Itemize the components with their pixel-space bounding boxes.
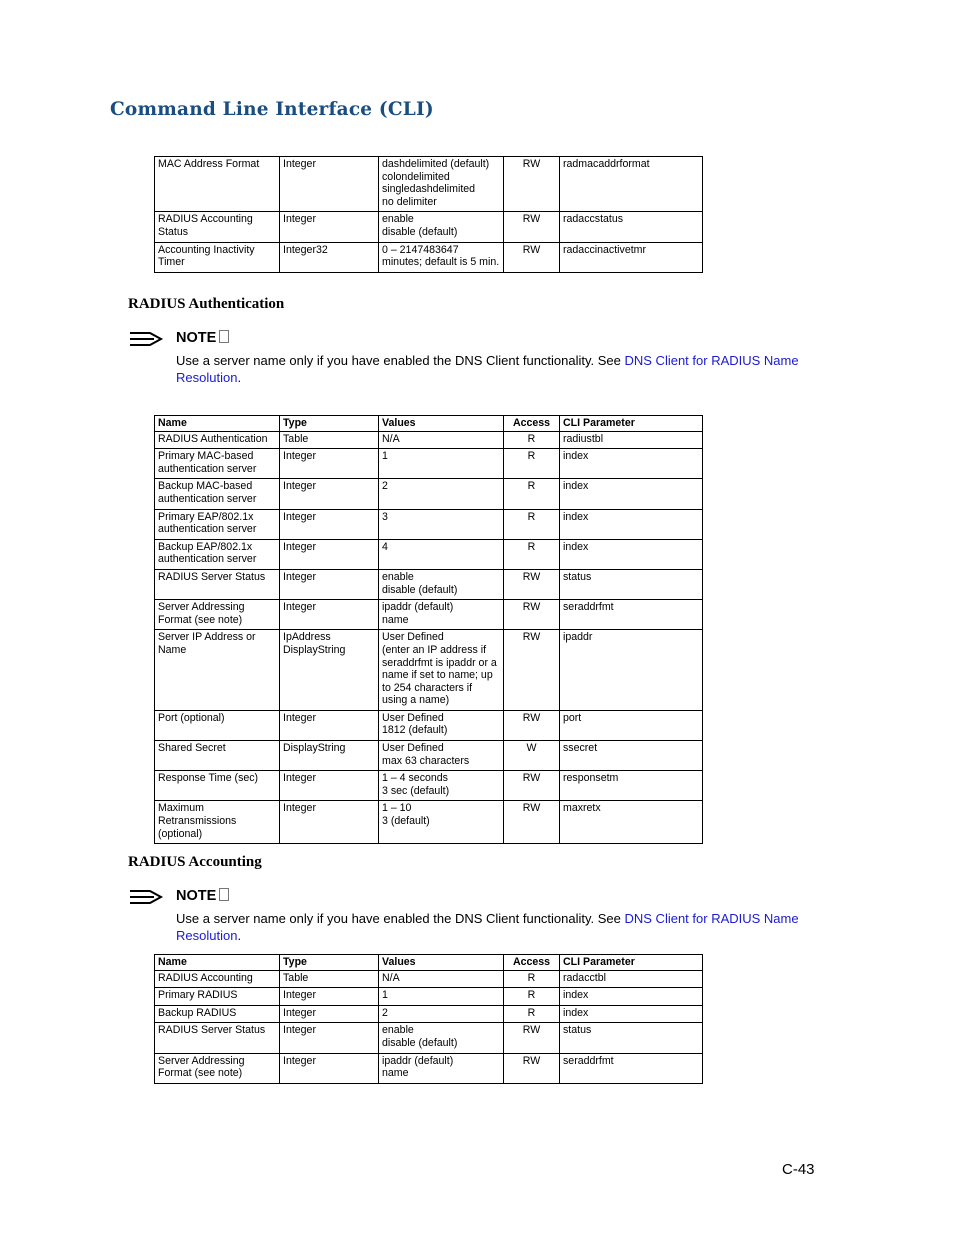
- column-header-type: Type: [280, 416, 379, 432]
- cell-values: enable disable (default): [379, 1023, 504, 1053]
- cell-cli-parameter: radacctbl: [560, 970, 703, 988]
- cell-name: MAC Address Format: [155, 157, 280, 212]
- cell-type: Table: [280, 431, 379, 449]
- cell-type: IpAddress DisplayString: [280, 630, 379, 711]
- table-row: [155, 242, 703, 272]
- cell-name: Port (optional): [155, 710, 280, 740]
- cell-cli-parameter: index: [560, 1005, 703, 1023]
- cell-values: 4: [379, 539, 504, 569]
- cell-type: Integer: [280, 1005, 379, 1023]
- cell-values: enable disable (default): [379, 569, 504, 599]
- cell-cli-parameter: index: [560, 988, 703, 1006]
- cell-cli-parameter: index: [560, 539, 703, 569]
- cell-values: User Defined 1812 (default): [379, 710, 504, 740]
- note-label: NOTE: [176, 888, 229, 904]
- cell-values: User Defined (enter an IP address if seraddrfmt is ipaddr or a name if set to name; up to 254 characters if using a name): [379, 630, 504, 711]
- cell-name: Backup RADIUS: [155, 1005, 280, 1023]
- cell-name: Primary MAC-based authentication server: [155, 449, 280, 479]
- cell-access: RW: [504, 600, 560, 630]
- cell-access: R: [504, 431, 560, 449]
- cell-cli-parameter: radmacaddrformat: [560, 157, 703, 212]
- column-header-type: Type: [280, 955, 379, 971]
- cell-cli-parameter: seraddrfmt: [560, 1053, 703, 1083]
- cell-name: Shared Secret: [155, 741, 280, 771]
- cell-name: Backup EAP/802.1x authentication server: [155, 539, 280, 569]
- note-text: Use a server name only if you have enabled the DNS Client functionality. See DNS Client for RADIUS Name Resolution.: [176, 353, 799, 385]
- cell-type: Integer: [280, 1023, 379, 1053]
- cell-name: Response Time (sec): [155, 771, 280, 801]
- cell-name: RADIUS Authentication: [155, 431, 280, 449]
- cell-cli-parameter: port: [560, 710, 703, 740]
- cell-values: 1: [379, 988, 504, 1006]
- table-header-row: [155, 416, 703, 432]
- table-row: [155, 630, 703, 711]
- cell-cli-parameter: maxretx: [560, 801, 703, 844]
- cell-cli-parameter: index: [560, 449, 703, 479]
- cell-name: Primary RADIUS: [155, 988, 280, 1006]
- cell-access: W: [504, 741, 560, 771]
- cell-access: R: [504, 988, 560, 1006]
- table-row: [155, 988, 703, 1006]
- column-header-cli-parameter: CLI Parameter: [560, 955, 703, 971]
- cell-access: R: [504, 1005, 560, 1023]
- cell-access: R: [504, 449, 560, 479]
- cell-type: Integer: [280, 801, 379, 844]
- cell-type: Integer: [280, 212, 379, 242]
- cell-access: RW: [504, 1053, 560, 1083]
- cell-type: Integer: [280, 710, 379, 740]
- cell-access: R: [504, 539, 560, 569]
- column-header-access: Access: [504, 416, 560, 432]
- radius-accounting-table: [154, 954, 703, 1084]
- cell-name: RADIUS Accounting Status: [155, 212, 280, 242]
- cell-values: N/A: [379, 970, 504, 988]
- cell-access: RW: [504, 242, 560, 272]
- cell-type: Table: [280, 970, 379, 988]
- dns-client-link[interactable]: DNS Client for RADIUS Name Resolution: [176, 353, 799, 385]
- cell-access: R: [504, 509, 560, 539]
- cell-cli-parameter: index: [560, 479, 703, 509]
- cell-name: RADIUS Accounting: [155, 970, 280, 988]
- cell-name: Server IP Address or Name: [155, 630, 280, 711]
- cell-type: DisplayString: [280, 741, 379, 771]
- column-header-values: Values: [379, 416, 504, 432]
- table-row: [155, 569, 703, 599]
- cell-access: RW: [504, 801, 560, 844]
- cell-values: 0 – 2147483647 minutes; default is 5 min.: [379, 242, 504, 272]
- cell-type: Integer: [280, 509, 379, 539]
- cell-access: RW: [504, 771, 560, 801]
- cell-access: RW: [504, 710, 560, 740]
- cell-cli-parameter: seraddrfmt: [560, 600, 703, 630]
- column-header-name: Name: [155, 416, 280, 432]
- cell-cli-parameter: ssecret: [560, 741, 703, 771]
- cell-values: dashdelimited (default) colondelimited singledashdelimited no delimiter: [379, 157, 504, 212]
- note-arrow-icon: [128, 888, 164, 906]
- table-row: [155, 710, 703, 740]
- cell-values: ipaddr (default) name: [379, 1053, 504, 1083]
- note-text: Use a server name only if you have enabled the DNS Client functionality. See DNS Client for RADIUS Name Resolution.: [176, 911, 799, 943]
- cell-values: 1: [379, 449, 504, 479]
- cell-type: Integer: [280, 449, 379, 479]
- note-box-icon: [219, 330, 229, 343]
- cell-type: Integer: [280, 1053, 379, 1083]
- cell-values: ipaddr (default) name: [379, 600, 504, 630]
- cell-cli-parameter: radiustbl: [560, 431, 703, 449]
- table-row: [155, 741, 703, 771]
- cell-type: Integer: [280, 988, 379, 1006]
- cell-access: RW: [504, 212, 560, 242]
- table-row: [155, 1053, 703, 1083]
- cell-cli-parameter: ipaddr: [560, 630, 703, 711]
- table-row: [155, 771, 703, 801]
- table-row: [155, 970, 703, 988]
- cell-name: Accounting Inactivity Timer: [155, 242, 280, 272]
- cell-cli-parameter: responsetm: [560, 771, 703, 801]
- cell-values: 3: [379, 509, 504, 539]
- cell-values: 2: [379, 479, 504, 509]
- note-label: NOTE: [176, 330, 229, 346]
- table-row: [155, 600, 703, 630]
- table-row: [155, 1023, 703, 1053]
- table-row: [155, 449, 703, 479]
- radius-accounting-heading: RADIUS Accounting: [128, 854, 262, 870]
- table-row: [155, 509, 703, 539]
- table-row: [155, 801, 703, 844]
- cell-type: Integer: [280, 569, 379, 599]
- cell-cli-parameter: status: [560, 1023, 703, 1053]
- radius-authentication-table: [154, 415, 703, 844]
- cell-name: Server Addressing Format (see note): [155, 600, 280, 630]
- radius-authentication-heading: RADIUS Authentication: [128, 296, 285, 312]
- note-box-icon: [219, 888, 229, 901]
- cell-type: Integer: [280, 539, 379, 569]
- column-header-cli-parameter: CLI Parameter: [560, 416, 703, 432]
- cell-type: Integer: [280, 600, 379, 630]
- table-row: [155, 212, 703, 242]
- cell-name: Primary EAP/802.1x authentication server: [155, 509, 280, 539]
- cell-access: R: [504, 970, 560, 988]
- table-header-row: [155, 955, 703, 971]
- column-header-access: Access: [504, 955, 560, 971]
- cell-values: 2: [379, 1005, 504, 1023]
- cell-name: Maximum Retransmissions (optional): [155, 801, 280, 844]
- table-row: [155, 479, 703, 509]
- cell-access: RW: [504, 569, 560, 599]
- cell-name: RADIUS Server Status: [155, 1023, 280, 1053]
- cell-access: R: [504, 479, 560, 509]
- cell-name: RADIUS Server Status: [155, 569, 280, 599]
- table-row: [155, 539, 703, 569]
- column-header-values: Values: [379, 955, 504, 971]
- cell-type: Integer: [280, 771, 379, 801]
- cell-cli-parameter: radaccstatus: [560, 212, 703, 242]
- cell-values: 1 – 4 seconds 3 sec (default): [379, 771, 504, 801]
- table-row: [155, 431, 703, 449]
- cell-values: User Defined max 63 characters: [379, 741, 504, 771]
- mac-address-format-table: [154, 156, 703, 273]
- cell-type: Integer: [280, 479, 379, 509]
- cell-access: RW: [504, 157, 560, 212]
- cell-values: 1 – 10 3 (default): [379, 801, 504, 844]
- cell-cli-parameter: status: [560, 569, 703, 599]
- dns-client-link[interactable]: DNS Client for RADIUS Name Resolution: [176, 911, 799, 943]
- column-header-name: Name: [155, 955, 280, 971]
- cell-access: RW: [504, 630, 560, 711]
- cell-type: Integer32: [280, 242, 379, 272]
- page-number: C-43: [782, 1161, 815, 1178]
- cell-name: Server Addressing Format (see note): [155, 1053, 280, 1083]
- cell-type: Integer: [280, 157, 379, 212]
- table-row: [155, 1005, 703, 1023]
- page-title: Command Line Interface (CLI): [110, 99, 434, 120]
- note-arrow-icon: [128, 330, 164, 348]
- cell-values: N/A: [379, 431, 504, 449]
- cell-name: Backup MAC-based authentication server: [155, 479, 280, 509]
- cell-cli-parameter: radaccinactivetmr: [560, 242, 703, 272]
- cell-cli-parameter: index: [560, 509, 703, 539]
- cell-values: enable disable (default): [379, 212, 504, 242]
- table-row: [155, 157, 703, 212]
- cell-access: RW: [504, 1023, 560, 1053]
